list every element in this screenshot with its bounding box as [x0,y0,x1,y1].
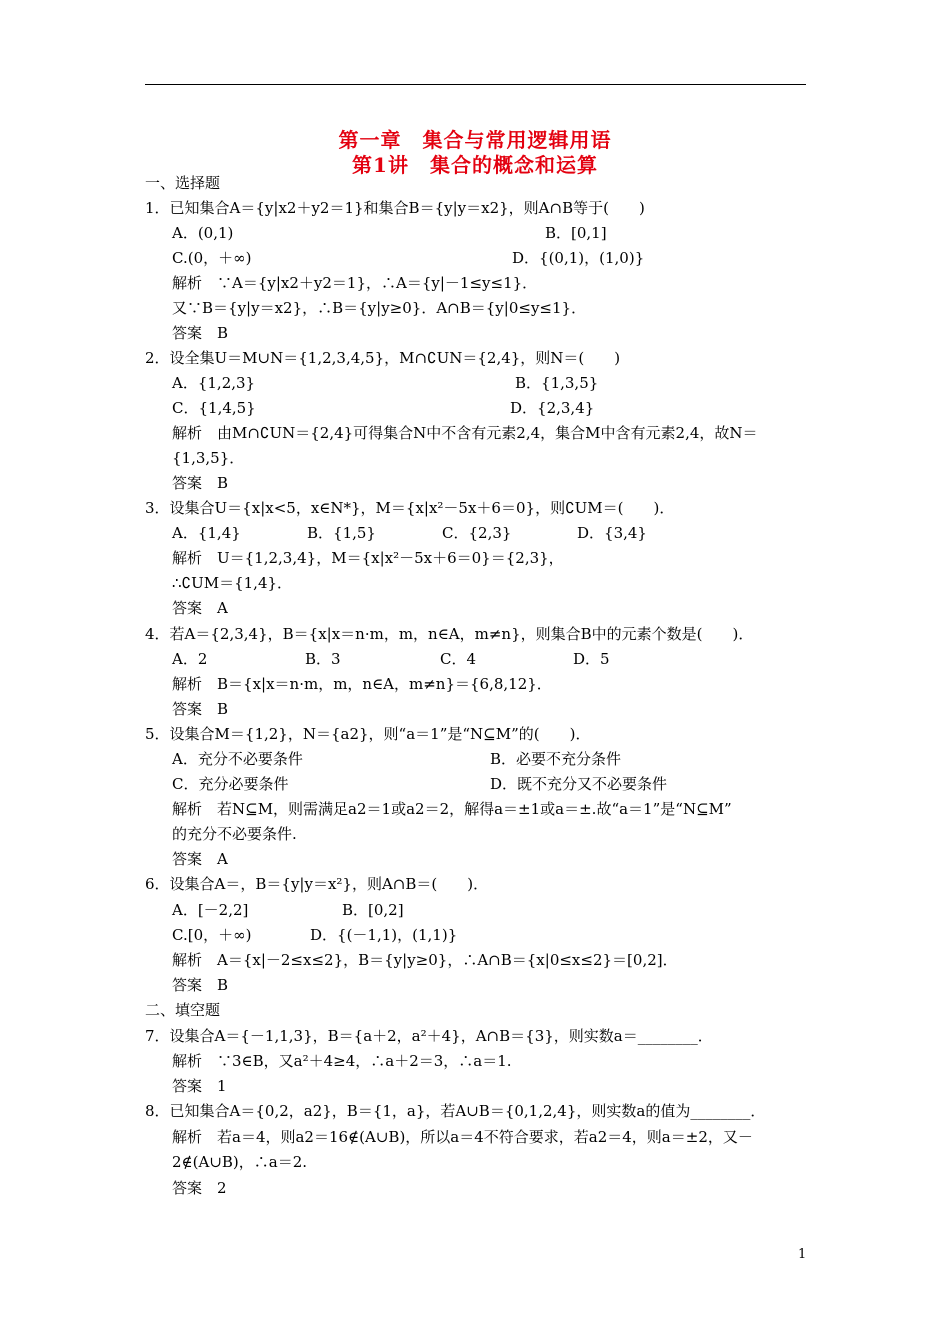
question: 2．设全集U＝M∪N＝{1,2,3,4,5}，M∩∁UN＝{2,4}，则N＝( ) [145,349,621,367]
option: D．5 [573,650,610,668]
option: B．[0,2] [342,901,404,919]
page-number: 1 [798,1247,807,1262]
question: 6．设集合A＝，B＝{y|y＝x²}，则A∩B＝( )． [145,875,489,893]
answer: 答案 1 [172,1077,227,1095]
option: B．{1,5} [307,524,376,542]
solution: 又∵B＝{y|y＝x2}，∴B＝{y|y≥0}．A∩B＝{y|0≤y≤1}． [172,299,587,317]
answer: 答案 B [172,324,229,342]
section-heading: 一、选择题 [145,174,221,192]
option: A．{1,4} [172,524,241,542]
option: D．{2,3,4} [510,399,595,417]
solution: 解析 若N⊆M，则需满足a2＝1或a2＝2，解得a＝±1或a＝±.故“a＝1”是“N⊆M” [172,800,732,818]
option: A．[－2,2] [172,901,249,919]
answer: 答案 2 [172,1179,227,1197]
option: B．{1,3,5} [515,374,599,392]
question: 7．设集合A＝{－1,1,3}，B＝{a＋2，a²＋4}，A∩B＝{3}，则实数a＝________． [145,1027,713,1045]
solution: 的充分不必要条件. [172,825,297,843]
answer: 答案 A [172,850,228,868]
solution: 解析 A＝{x|－2≤x≤2}，B＝{y|y≥0}，∴A∩B＝{x|0≤x≤2}＝[0,2]． [172,951,678,969]
option: C．{2,3} [442,524,512,542]
option: A．(0,1) [172,224,234,242]
solution: 解析 ∵A＝{y|x2＋y2＝1}，∴A＝{y|－1≤y≤1}． [172,274,538,292]
solution: 解析 U＝{1,2,3,4}，M＝{x|x²－5x＋6＝0}＝{2,3}， [172,549,564,567]
option: D．{(－1,1)，(1,1)} [310,926,458,944]
option: C.[0，＋∞) [172,926,252,944]
answer: 答案 A [172,599,228,617]
question: 5．设集合M＝{1,2}，N＝{a2}，则“a＝1”是“N⊆M”的( )． [145,725,591,743]
solution: 解析 B＝{x|x＝n·m，m，n∈A，m≠n}＝{6,8,12}． [172,675,552,693]
solution: 解析 由M∩∁UN＝{2,4}可得集合N中不含有元素2,4，集合M中含有元素2,4，故N＝ [172,424,758,442]
solution: {1,3,5}． [172,449,245,467]
option: D．既不充分又不必要条件 [490,775,668,793]
chapter-title: 第一章 集合与常用逻辑用语 [338,128,612,152]
option: A．充分不必要条件 [172,750,303,768]
question: 4．若A＝{2,3,4}，B＝{x|x＝n·m，m，n∈A，m≠n}，则集合B中的元素个数是( )． [145,625,754,643]
option: C．充分必要条件 [172,775,289,793]
solution: 解析 ∵3∈B，又a²＋4≥4，∴a＋2＝3，∴a＝1. [172,1052,512,1070]
option: D．{(0,1)，(1,0)} [512,249,645,267]
question: 3．设集合U＝{x|x<5，x∈N*}，M＝{x|x²－5x＋6＝0}，则∁UM＝( )． [145,499,675,517]
option: A．2 [172,650,208,668]
option: B．必要不充分条件 [490,750,622,768]
option: B．3 [305,650,341,668]
option: C．4 [440,650,477,668]
option: B．[0,1] [545,224,607,242]
header-rule [145,84,806,85]
answer: 答案 B [172,474,229,492]
option: D．{3,4} [577,524,647,542]
lesson-title: 第1讲 集合的概念和运算 [352,153,598,177]
solution: 解析 若a＝4，则a2＝16∉(A∪B)，所以a＝4不符合要求，若a2＝4，则a＝±2，又－ [172,1128,753,1146]
option: A．{1,2,3} [172,374,256,392]
answer: 答案 B [172,700,229,718]
option: C.(0，＋∞) [172,249,252,267]
question: 8．已知集合A＝{0,2，a2}，B＝{1，a}，若A∪B＝{0,1,2,4}，则实数a的值为________． [145,1102,766,1120]
question: 1．已知集合A＝{y|x2＋y2＝1}和集合B＝{y|y＝x2}，则A∩B等于( ) [145,199,645,217]
answer: 答案 B [172,976,229,994]
section-heading: 二、填空题 [145,1001,221,1019]
solution: ∴∁UM＝{1,4}． [172,574,293,592]
solution: 2∉(A∪B)，∴a＝2. [172,1153,308,1171]
option: C．{1,4,5} [172,399,256,417]
